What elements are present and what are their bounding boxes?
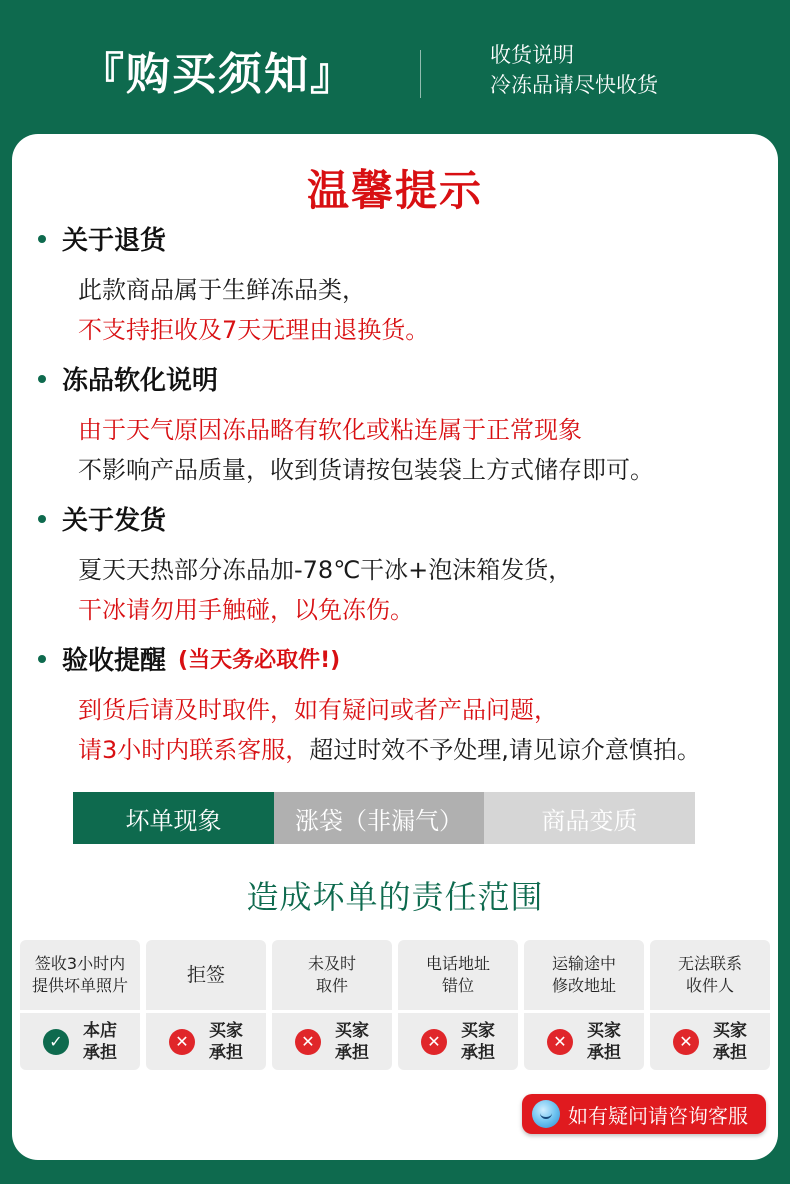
responsibility-column: [146, 940, 266, 1070]
pickup-alert: (当天务必取件!): [178, 648, 341, 673]
cross-icon: ✕: [421, 1029, 447, 1055]
case-text: 电话地址 错位: [425, 954, 490, 995]
responsibility-column: [20, 940, 140, 1070]
section-softening-heading: [38, 360, 218, 397]
customer-service-icon: [532, 1100, 560, 1128]
deadline-policy-text: 超过时效不予处理,请见谅介意慎拍。: [309, 736, 701, 764]
party-cell: [398, 1013, 518, 1070]
receipt-note-text: 冷冻品请尽快收货: [490, 73, 658, 97]
responsibility-column: [272, 940, 392, 1070]
cross-icon: ✕: [295, 1029, 321, 1055]
check-icon: ✓: [43, 1029, 69, 1055]
party-cell: [146, 1013, 266, 1070]
party-text: 买家 承担: [209, 1020, 243, 1063]
section-shipping-line-2: 干冰请勿用手触碰，以免冻伤。: [78, 596, 414, 624]
cross-icon: ✕: [169, 1029, 195, 1055]
party-text: 买家 承担: [587, 1020, 621, 1063]
case-text: 拒签: [186, 964, 225, 986]
bullet-icon: [38, 235, 46, 243]
damage-tabs: [73, 792, 695, 844]
bullet-icon: [38, 655, 46, 663]
page-title: 『购买须知』: [80, 49, 356, 100]
contact-support-label: 如有疑问请咨询客服: [568, 1103, 748, 1128]
case-text: 未及时 取件: [307, 954, 356, 995]
bullet-icon: [38, 515, 46, 523]
contact-support-button[interactable]: [522, 1094, 766, 1134]
tab-spoiled-goods[interactable]: 商品变质: [484, 792, 695, 844]
tab-bad-order[interactable]: 坏单现象: [73, 792, 274, 844]
cross-icon: ✕: [547, 1029, 573, 1055]
receipt-note: [490, 40, 658, 100]
party-text: 本店 承担: [83, 1020, 117, 1063]
responsibility-column: [524, 940, 644, 1070]
notice-card: [12, 134, 778, 1160]
party-cell: [650, 1013, 770, 1070]
receipt-note-title: 收货说明: [490, 43, 574, 67]
cross-icon: ✕: [673, 1029, 699, 1055]
section-shipping-heading: [38, 500, 166, 537]
section-returns-line-2: 不支持拒收及7天无理由退换货。: [78, 316, 430, 344]
header-divider: [420, 50, 421, 98]
case-text: 运输途中 修改地址: [551, 954, 616, 995]
case-text: 签收3小时内 提供坏单照片: [31, 954, 128, 995]
case-text: 无法联系 收件人: [677, 954, 742, 995]
section-inspection-heading: [38, 640, 340, 677]
party-text: 买家 承担: [461, 1020, 495, 1063]
section-shipping-line-1: 夏天天热部分冻品加-78℃干冰+泡沫箱发货，: [78, 556, 573, 584]
section-softening-line-1: 由于天气原因冻品略有软化或粘连属于正常现象: [78, 416, 582, 444]
party-cell: [524, 1013, 644, 1070]
contact-deadline-text: 请3小时内联系客服，: [78, 736, 310, 764]
party-cell: [20, 1013, 140, 1070]
tab-swollen-bag[interactable]: 涨袋（非漏气）: [274, 792, 484, 844]
section-softening-line-2: 不影响产品质量，收到货请按包装袋上方式储存即可。: [78, 456, 654, 484]
party-cell: [272, 1013, 392, 1070]
responsibility-column: [398, 940, 518, 1070]
notice-title: 温馨提示: [306, 166, 483, 215]
party-text: 买家 承担: [713, 1020, 747, 1063]
page-header: [0, 0, 790, 134]
section-inspection-line-1: 到货后请及时取件，如有疑问或者产品问题，: [78, 696, 558, 724]
section-returns-heading: [38, 220, 166, 257]
responsibility-grid: [20, 940, 772, 1070]
section-heading-text: 冻品软化说明: [62, 366, 219, 396]
section-heading-text: 验收提醒: [62, 646, 167, 676]
responsibility-column: [650, 940, 770, 1070]
section-heading-text: 关于发货: [62, 506, 167, 536]
party-text: 买家 承担: [335, 1020, 369, 1063]
bullet-icon: [38, 375, 46, 383]
section-returns-line-1: 此款商品属于生鲜冻品类，: [78, 276, 366, 304]
responsibility-title: 造成坏单的责任范围: [246, 878, 544, 916]
section-heading-text: 关于退货: [62, 226, 167, 256]
section-inspection-line-2: [78, 730, 701, 765]
